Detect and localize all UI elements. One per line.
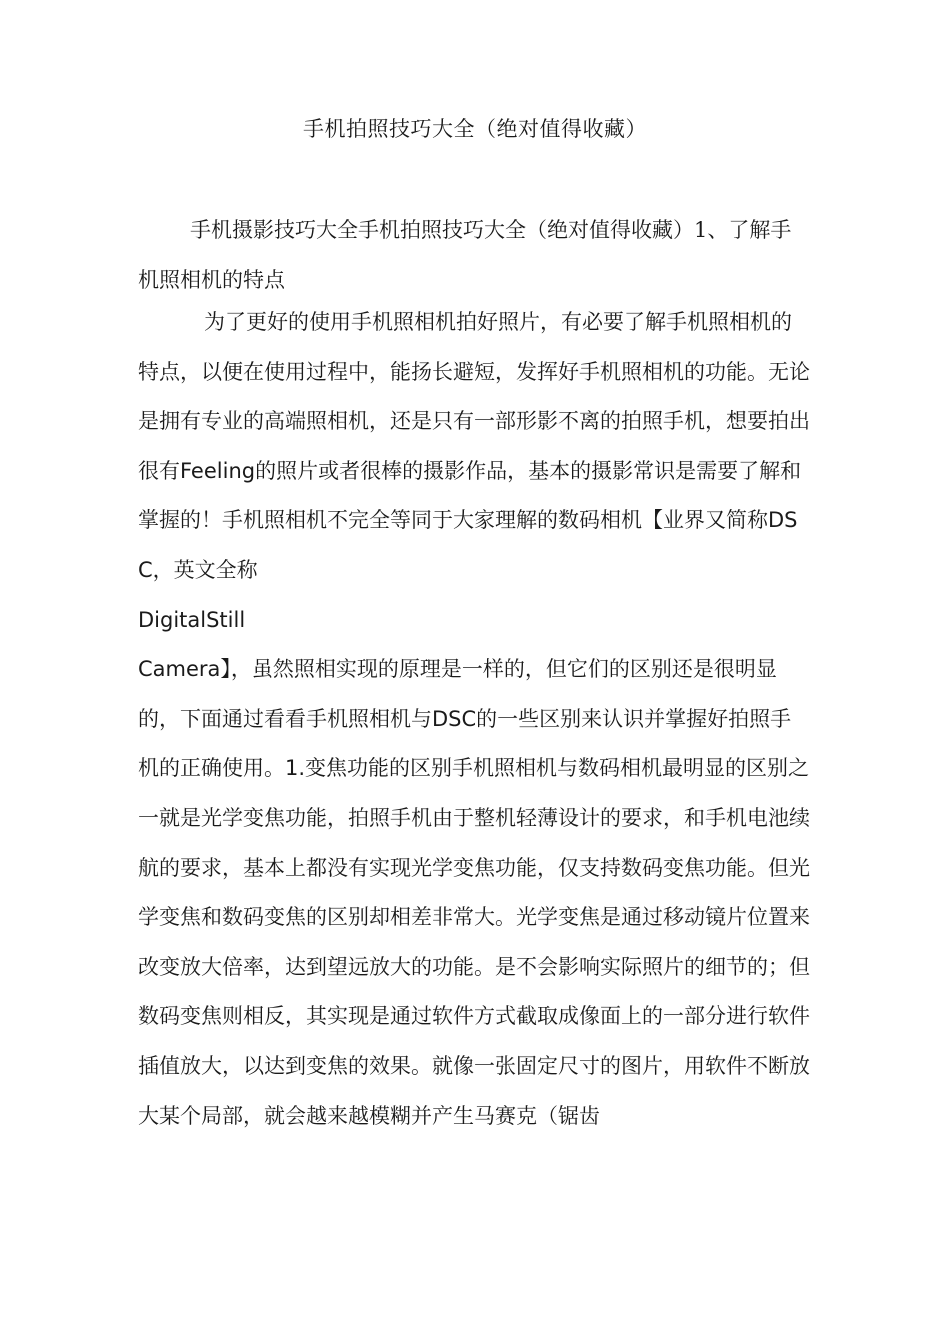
body-text-part-5: 的一些区别来认识并掌握好拍照手机的正确使用。 bbox=[138, 706, 792, 781]
body-paragraph bbox=[138, 298, 810, 1141]
term-dsc-2: DSC bbox=[432, 706, 477, 731]
body-text-part-3: ，英文全称 bbox=[152, 557, 258, 582]
term-dsc: DSC bbox=[138, 508, 798, 582]
term-digitalstill: DigitalStill bbox=[138, 607, 246, 632]
document-title: 手机拍照技巧大全（绝对值得收藏） bbox=[303, 117, 647, 141]
term-number-1: 1. bbox=[285, 756, 306, 781]
body-text-part-2: 的照片或者很棒的摄影作品，基本的摄影常识是需要了解和掌握的！手机照相机不完全等同于大家理解的数码相机【业界又简称 bbox=[138, 458, 802, 533]
term-feeling: Feeling bbox=[180, 458, 256, 483]
term-camera: Camera bbox=[138, 657, 221, 682]
heading-paragraph: 手机摄影技巧大全手机拍照技巧大全（绝对值得收藏）1、了解手机照相机的特点 bbox=[138, 218, 792, 292]
body-text-part-4: 】，虽然照相实现的原理是一样的，但它们的区别还是很明显的，下面通过看看手机照相机与 bbox=[138, 657, 777, 731]
body-text-part-6: 变焦功能的区别手机照相机与数码相机最明显的区别之一就是光学变焦功能，拍照手机由于整机轻薄设计的要求，和手机电池续航的要求，基本上都没有实现光学变焦功能，仅支持数码变焦功能。但光学变焦和数码变焦的区别却相差非常大。光学变焦是通过移动镜片位置来改变放大倍率，达到望远放大的功能。是不会影响实际照片的细节的；但数码变焦则相反，其实现是通过软件方式截取成像面上的一部分进行软件插值放大，以达到变焦的效果。就像一张固定尺寸的图片，用软件不断放大某个局部，就会越来越模糊并产生马赛克（锯齿 bbox=[138, 756, 810, 1128]
body-text-part-1: 为了更好的使用手机照相机拍好照片，有必要了解手机照相机的特点，以便在使用过程中，能扬长避短，发挥好手机照相机的功能。无论是拥有专业的高端照相机，还是只有一部形影不离的拍照手机，想要拍出很有 bbox=[138, 310, 810, 483]
